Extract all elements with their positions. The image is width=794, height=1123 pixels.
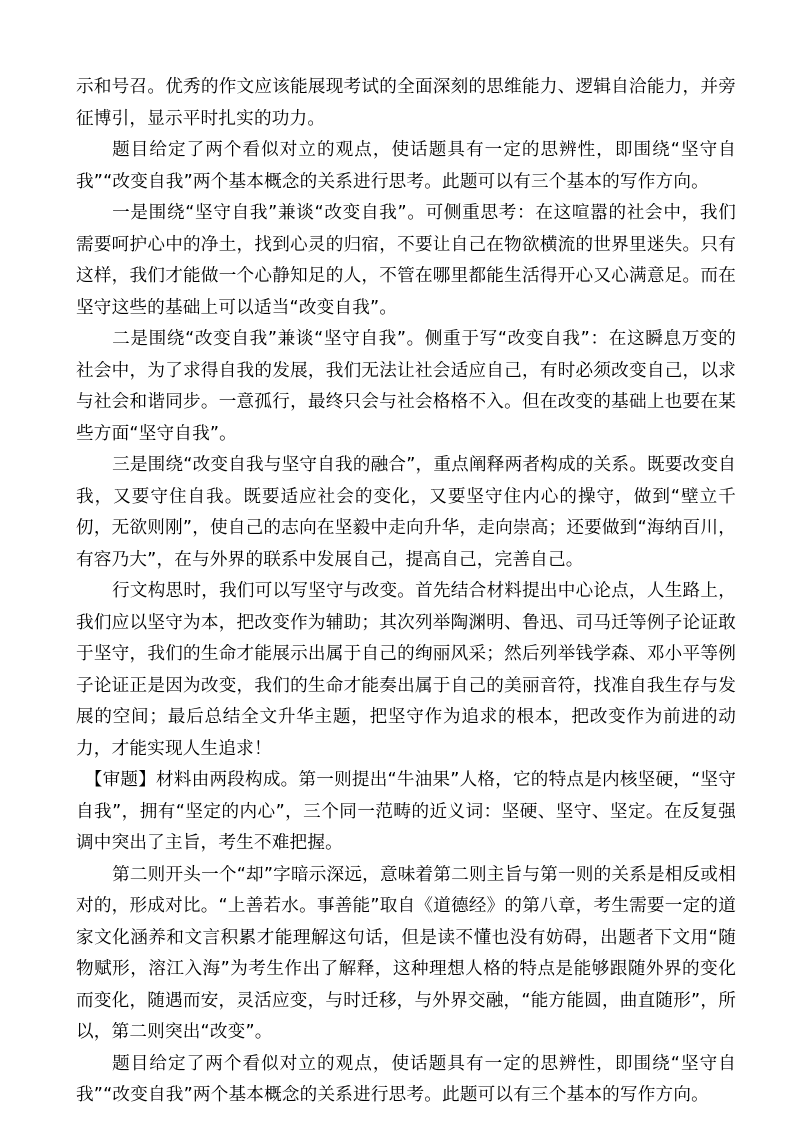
- paragraph-5: 三是围绕“改变自我与坚守自我的融合”，重点阐释两者构成的关系。既要改变自我，又要守住自我。既要适应社会的变化，又要坚守住内心的操守，做到“壁立千仞，无欲则刚”，使自己的志向在坚毅中走向升华，走向崇高；还要做到“海纳百川，有容乃大”，在与外界的联系中发展自己，提高自己，完善自己。: [76, 455, 736, 570]
- paragraph-7: 【审题】材料由两段构成。第一则提出“牛油果”人格，它的特点是内核坚硬，“坚守自我”，拥有“坚定的内心”，三个同一范畴的近义词：坚硬、坚守、坚定。在反复强调中突出了主旨，考生不难把握。: [76, 770, 736, 853]
- paragraph-3: 一是围绕“坚守自我”兼谈“改变自我”。可侧重思考：在这喧嚣的社会中，我们需要呵护心中的净土，找到心灵的归宿，不要让自己在物欲横流的世界里迷失。只有这样，我们才能做一个心静知足的人，不管在哪里都能生活得开心又心满意足。而在坚守这些的基础上可以适当“改变自我”。: [76, 203, 736, 318]
- paragraph-2: 题目给定了两个看似对立的观点，使话题具有一定的思辨性，即围绕“坚守自我”“改变自我”两个基本概念的关系进行思考。此题可以有三个基本的写作方向。: [76, 140, 736, 192]
- paragraph-4: 二是围绕“改变自我”兼谈“坚守自我”。侧重于写“改变自我”：在这瞬息万变的社会中，为了求得自我的发展，我们无法让社会适应自己，有时必须改变自己，以求与社会和谐同步。一意孤行，最终只会与社会格格不入。但在改变的基础上也要在某些方面“坚守自我”。: [76, 329, 736, 444]
- document-body: [76, 72, 736, 1112]
- paragraph-9: 题目给定了两个看似对立的观点，使话题具有一定的思辨性，即围绕“坚守自我”“改变自我”两个基本概念的关系进行思考。此题可以有三个基本的写作方向。: [76, 1053, 736, 1105]
- paragraph-6: 行文构思时，我们可以写坚守与改变。首先结合材料提出中心论点，人生路上，我们应以坚守为本，把改变作为辅助；其次列举陶渊明、鲁迅、司马迁等例子论证敢于坚守，我们的生命才能展示出属于自己的绚丽风采；然后列举钱学森、邓小平等例子论证正是因为改变，我们的生命才能奏出属于自己的美丽音符，找准自我生存与发展的空间；最后总结全文升华主题，把坚守作为追求的根本，把改变作为前进的动力，才能实现人生追求！: [76, 581, 736, 759]
- paragraph-8: 第二则开头一个“却”字暗示深远，意味着第二则主旨与第一则的关系是相反或相对的，形成对比。“上善若水。事善能”取自《道德经》的第八章，考生需要一定的道家文化涵养和文言积累才能理解这句话，但是读不懂也没有妨碍，出题者下文用“随物赋形，溶江入海”为考生作出了解释，这种理想人格的特点是能够跟随外界的变化而变化，随遇而安，灵活应变，与时迁移，与外界交融，“能方能圆，曲直随形”，所以，第二则突出“改变”。: [76, 864, 736, 1042]
- paragraph-1: 示和号召。优秀的作文应该能展现考试的全面深刻的思维能力、逻辑自洽能力，并旁征博引，显示平时扎实的功力。: [76, 77, 736, 129]
